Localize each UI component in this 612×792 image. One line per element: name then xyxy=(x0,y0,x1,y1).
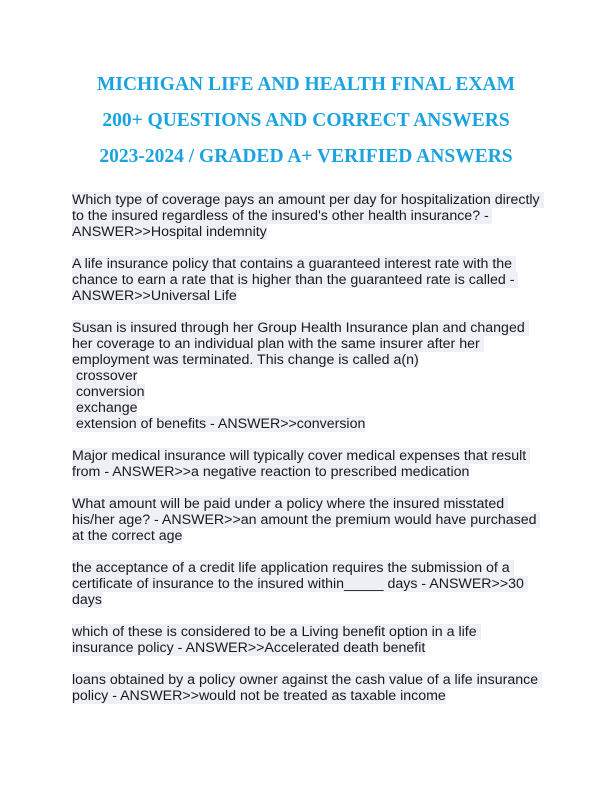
qa-text: Which type of coverage pays an amount per day for hospitalization directly to the insured regardless of the insured's other health insurance? - ANSWER>>Hospital indemnity xyxy=(72,192,544,240)
qa-option-text: exchange xyxy=(72,400,138,416)
qa-option xyxy=(72,416,542,432)
qa-option xyxy=(72,400,542,416)
qa-list xyxy=(72,192,542,720)
qa-option-text: conversion xyxy=(72,384,145,400)
qa-item xyxy=(72,448,542,480)
qa-item xyxy=(72,672,542,704)
title-line-2: 200+ QUESTIONS AND CORRECT ANSWERS xyxy=(102,110,510,131)
qa-option xyxy=(72,384,542,400)
qa-item xyxy=(72,624,542,656)
qa-text: What amount will be paid under a policy where the insured misstated his/her age? - ANSWER>>an amount the premium would have purchased at the correct age xyxy=(72,496,541,544)
qa-text: A life insurance policy that contains a guaranteed interest rate with the chance to earn a rate that is higher than the guaranteed rate is called - ANSWER>>Universal Life xyxy=(72,256,518,304)
qa-text: loans obtained by a policy owner against the cash value of a life insurance policy - ANSWER>>would not be treated as taxable income xyxy=(72,672,543,704)
qa-text: Major medical insurance will typically cover medical expenses that result from - ANSWER>>a negative reaction to prescribed medication xyxy=(72,448,531,480)
qa-text: which of these is considered to be a Living benefit option in a life insurance policy - ANSWER>>Accelerated death benefit xyxy=(72,624,481,656)
qa-option-text: extension of benefits - ANSWER>>conversion xyxy=(72,416,366,432)
qa-option-text: crossover xyxy=(72,368,138,384)
qa-item xyxy=(72,496,542,544)
qa-text: the acceptance of a credit life application requires the submission of a certificate of insurance to the insured within_____ days - ANSWER>>30 days xyxy=(72,560,528,608)
qa-item xyxy=(72,560,542,608)
qa-item xyxy=(72,256,542,304)
qa-item xyxy=(72,320,542,432)
qa-item xyxy=(72,192,542,240)
title-line-3: 2023-2024 / GRADED A+ VERIFIED ANSWERS xyxy=(99,146,513,167)
qa-text: Susan is insured through her Group Health Insurance plan and changed her coverage to an individual plan with the same insurer after her employment was terminated. This change is called a(n) xyxy=(72,320,529,368)
qa-option xyxy=(72,368,542,384)
document-title xyxy=(0,70,612,178)
title-line-1: MICHIGAN LIFE AND HEALTH FINAL EXAM xyxy=(96,74,516,95)
